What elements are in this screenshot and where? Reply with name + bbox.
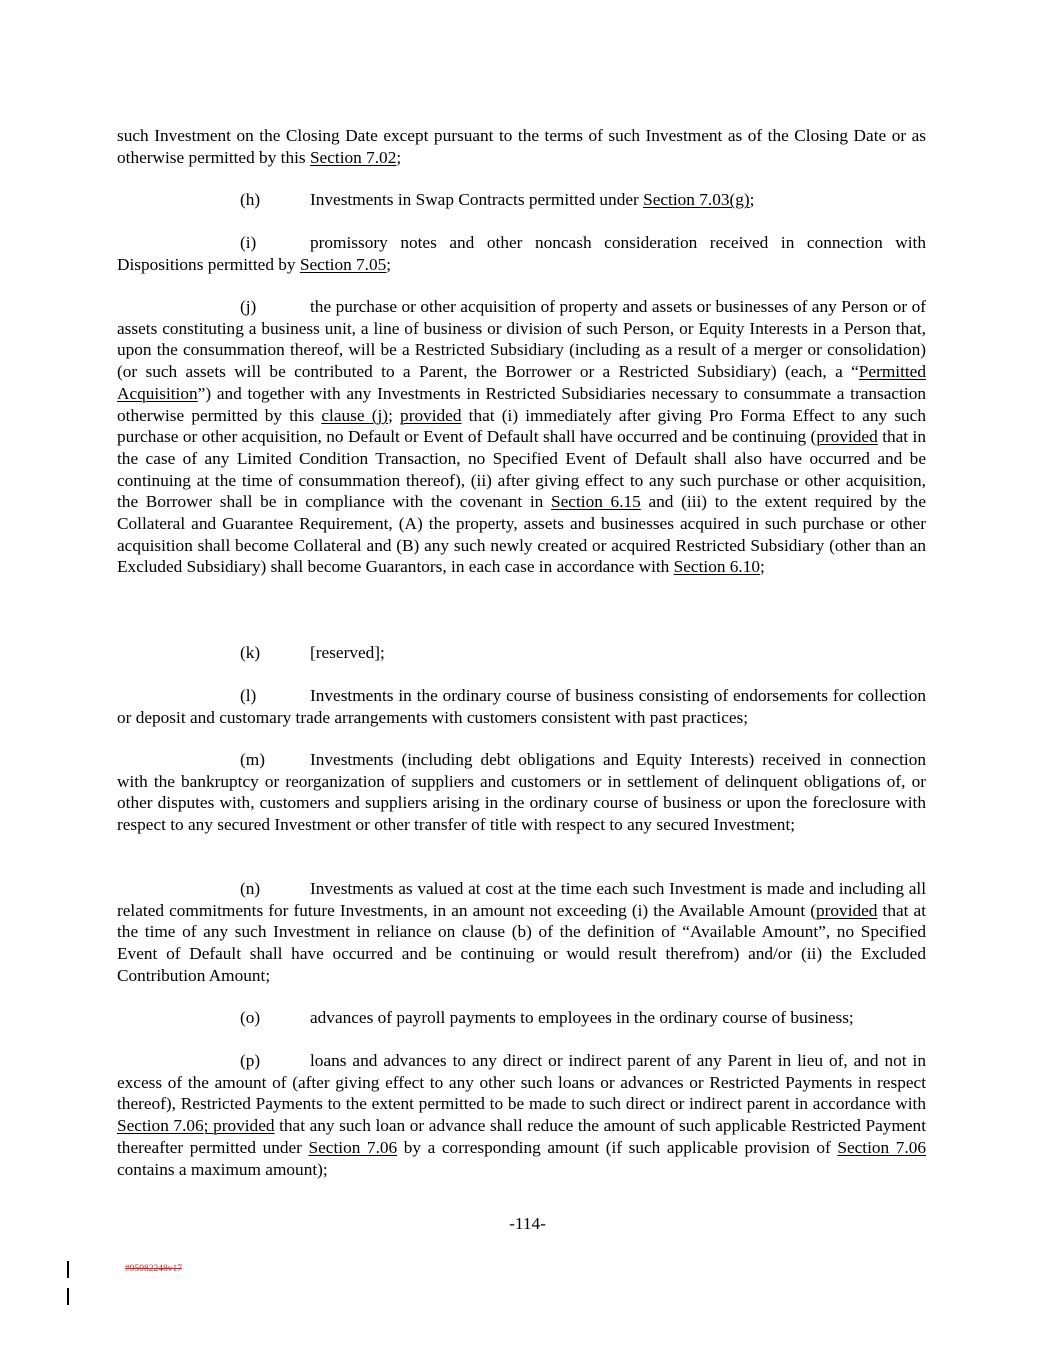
document-id: #95982248v17 (125, 1264, 182, 1274)
clause-label: (o) (240, 1008, 261, 1027)
section-reference: Section 7.05 (299, 254, 387, 274)
clause-label: (h) (240, 190, 261, 209)
clause-k: (k) [reserved]; (240, 643, 385, 662)
clause-label: (l) (240, 686, 257, 705)
clause-m: (m) Investments (including debt obligations and Equity Interests) received in connection with the bankruptcy or reorganization of suppliers and customers or in settlement of delinquent obligations of, or other disputes with, customers and suppliers arising in the ordinary course of business or upon the foreclosure with respect to any secured Investment or other transfer of title with respect to any secured Investment; (117, 750, 926, 835)
clause-label: (m) (240, 750, 265, 769)
section-reference: Section 7.06 (308, 1137, 398, 1157)
change-bar (67, 1261, 69, 1278)
section-reference: Section 7.03(g) (643, 190, 750, 209)
change-bar (67, 1288, 69, 1305)
section-reference: Section 7.06 (837, 1137, 927, 1157)
proviso-term: provided (816, 900, 878, 920)
clause-label: (j) (240, 297, 257, 316)
section-reference: Section 6.10 (673, 557, 761, 577)
intro-paragraph: such Investment on the Closing Date except pursuant to the terms of such Investment as of the Closing Date or as otherwise permitted by this Section 7.02; (117, 126, 926, 167)
clause-reference: clause (j) (321, 405, 389, 425)
clause-n: (n) Investments as valued at cost at the time each such Investment is made and including all related commitments for future Investments, in an amount not exceeding (i) the Available Amount (provided that at the time of any such Investment in reliance on clause (b) of the definition of “Available Amount”, no Specified Event of Default shall have occurred and be continuing or would result therefrom) and/or (ii) the Excluded Contribution Amount; (117, 879, 927, 985)
clause-label: (k) (240, 643, 261, 662)
section-reference: Section 6.15 (551, 492, 641, 512)
clause-label: (p) (240, 1051, 261, 1070)
clause-label: (n) (240, 879, 261, 898)
clause-label: (i) (240, 233, 257, 252)
proviso-term: provided (400, 405, 462, 425)
clause-l: (l) Investments in the ordinary course of business consisting of endorsements for collection or deposit and customary trade arrangements with customers consistent with past practices; (117, 686, 926, 727)
clause-h: (h) Investments in Swap Contracts permitted under Section 7.03(g); (240, 190, 755, 209)
clause-p: (p) loans and advances to any direct or indirect parent of any Parent in lieu of, and not in excess of the amount of (after giving effect to any other such loans or advances or Restricted Payments in respect thereof), Restricted Payments to the extent permitted to be made to such direct or indirect parent in accordance with Section 7.06; provided that any such loan or advance shall reduce the amount of such applicable Restricted Payment thereafter permitted under Section 7.06 by a corresponding amount (if such applicable provision of Section 7.06 contains a maximum amount); (117, 1051, 927, 1179)
section-reference: Section 7.06; provided (117, 1116, 275, 1136)
clause-i: (i) promissory notes and other noncash consideration received in connection with Dispositions permitted by Section 7.05; (117, 233, 926, 274)
section-reference: Section 7.02 (309, 147, 397, 167)
intro-text: such Investment on the Closing Date except pursuant to the terms of such Investment as of the Closing Date or as otherwise permitted by this (117, 126, 926, 167)
clause-j: (j) the purchase or other acquisition of property and assets or businesses of any Person or of assets constituting a business unit, a line of business or division of such Person, or Equity Interests in a Person that, upon the consummation thereof, will be a Restricted Subsidiary (including as a result of a merger or consolidation) (or such assets will be contributed to a Parent, the Borrower or a Restricted Subsidiary) (each, a “Permitted Acquisition”) and together with any Investments in Restricted Subsidiaries necessary to consummate a transaction otherwise permitted by this clause (j); provided that (i) immediately after giving Pro Forma Effect to any such purchase or other acquisition, no Default or Event of Default shall have occurred and be continuing (provided that in the case of any Limited Condition Transaction, no Specified Event of Default shall also have occurred and be continuing at the time of consummation thereof), (ii) after giving effect to any such purchase or other acquisition, the Borrower shall be in compliance with the covenant in Section 6.15 and (iii) to the extent required by the Collateral and Guarantee Requirement, (A) the property, assets and businesses acquired in such purchase or other acquisition shall become Collateral and (B) any such newly created or acquired Restricted Subsidiary (other than an Excluded Subsidiary) shall become Guarantors, in each case in accordance with Section 6.10; (117, 297, 927, 577)
page-number: -114- (509, 1214, 546, 1233)
defined-term: Permitted Acquisition (117, 362, 926, 403)
clause-o: (o) advances of payroll payments to employees in the ordinary course of business; (240, 1008, 854, 1027)
proviso-term: provided (816, 427, 878, 447)
